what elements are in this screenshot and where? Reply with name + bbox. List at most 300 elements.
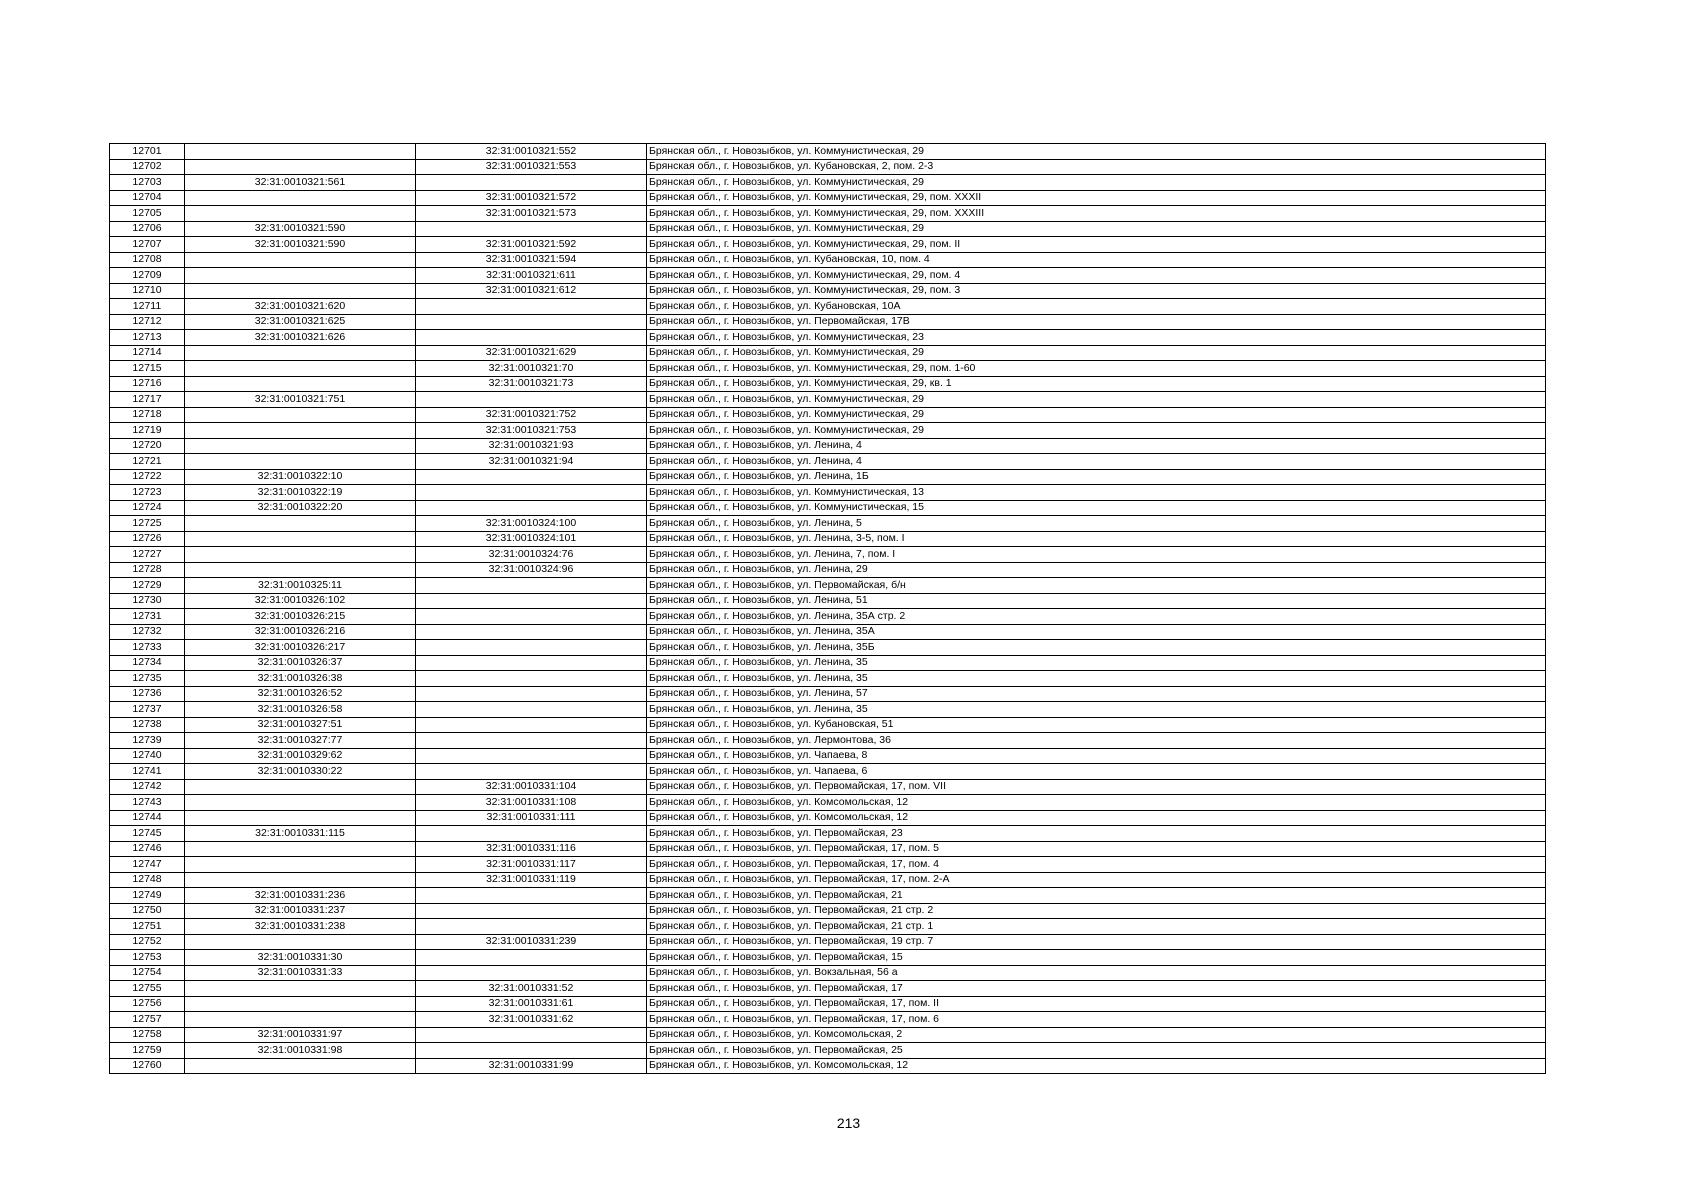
cadastral-number-alt-cell: 32:31:0010321:592 — [416, 237, 647, 253]
row-number-cell: 12705 — [110, 206, 185, 222]
row-number-cell: 12748 — [110, 872, 185, 888]
table-row — [110, 919, 1546, 935]
cadastral-number-cell — [185, 376, 416, 392]
cadastral-number-alt-cell: 32:31:0010331:117 — [416, 857, 647, 873]
cadastral-number-cell: 32:31:0010322:10 — [185, 469, 416, 485]
row-number-cell: 12759 — [110, 1043, 185, 1059]
table-row — [110, 810, 1546, 826]
cadastral-number-cell: 32:31:0010331:236 — [185, 888, 416, 904]
cadastral-number-alt-cell: 32:31:0010324:100 — [416, 516, 647, 532]
address-cell: Брянская обл., г. Новозыбков, ул. Первомайская, 17 — [647, 981, 1546, 997]
table-row — [110, 392, 1546, 408]
cadastral-number-alt-cell: 32:31:0010321:572 — [416, 190, 647, 206]
cadastral-number-cell: 32:31:0010326:217 — [185, 640, 416, 656]
cadastral-number-alt-cell — [416, 469, 647, 485]
address-cell: Брянская обл., г. Новозыбков, ул. Ленина, 35 — [647, 702, 1546, 718]
address-cell: Брянская обл., г. Новозыбков, ул. Первомайская, 17, пом. 6 — [647, 1012, 1546, 1028]
row-number-cell: 12740 — [110, 748, 185, 764]
registry-table — [109, 143, 1546, 1074]
table-row — [110, 686, 1546, 702]
cadastral-number-cell — [185, 190, 416, 206]
row-number-cell: 12701 — [110, 144, 185, 160]
cadastral-number-alt-cell — [416, 919, 647, 935]
cadastral-number-cell — [185, 1058, 416, 1074]
address-cell: Брянская обл., г. Новозыбков, ул. Ленина, 4 — [647, 454, 1546, 470]
cadastral-number-alt-cell — [416, 624, 647, 640]
row-number-cell: 12703 — [110, 175, 185, 191]
cadastral-number-alt-cell — [416, 299, 647, 315]
row-number-cell: 12736 — [110, 686, 185, 702]
table-row — [110, 485, 1546, 501]
cadastral-number-alt-cell — [416, 764, 647, 780]
cadastral-number-alt-cell — [416, 702, 647, 718]
cadastral-number-alt-cell — [416, 640, 647, 656]
cadastral-number-alt-cell — [416, 609, 647, 625]
cadastral-number-alt-cell: 32:31:0010321:73 — [416, 376, 647, 392]
cadastral-number-cell — [185, 407, 416, 423]
address-cell: Брянская обл., г. Новозыбков, ул. Коммунистическая, 29, пом. XXXII — [647, 190, 1546, 206]
row-number-cell: 12747 — [110, 857, 185, 873]
row-number-cell: 12725 — [110, 516, 185, 532]
table-row — [110, 221, 1546, 237]
cadastral-number-alt-cell: 32:31:0010331:99 — [416, 1058, 647, 1074]
address-cell: Брянская обл., г. Новозыбков, ул. Кубановская, 2, пом. 2-3 — [647, 159, 1546, 175]
cadastral-number-cell — [185, 795, 416, 811]
address-cell: Брянская обл., г. Новозыбков, ул. Коммунистическая, 29 — [647, 144, 1546, 160]
cadastral-number-cell — [185, 345, 416, 361]
cadastral-number-cell: 32:31:0010322:19 — [185, 485, 416, 501]
address-cell: Брянская обл., г. Новозыбков, ул. Коммунистическая, 29, пом. 1-60 — [647, 361, 1546, 377]
address-cell: Брянская обл., г. Новозыбков, ул. Ленина, 35 — [647, 671, 1546, 687]
cadastral-number-cell: 32:31:0010327:51 — [185, 717, 416, 733]
row-number-cell: 12708 — [110, 252, 185, 268]
row-number-cell: 12716 — [110, 376, 185, 392]
table-row — [110, 438, 1546, 454]
cadastral-number-alt-cell: 32:31:0010321:629 — [416, 345, 647, 361]
cadastral-number-cell — [185, 562, 416, 578]
cadastral-number-alt-cell — [416, 500, 647, 516]
row-number-cell: 12756 — [110, 996, 185, 1012]
table-row — [110, 345, 1546, 361]
table-row — [110, 361, 1546, 377]
address-cell: Брянская обл., г. Новозыбков, ул. Ленина, 3-5, пом. I — [647, 531, 1546, 547]
address-cell: Брянская обл., г. Новозыбков, ул. Комсомольская, 2 — [647, 1027, 1546, 1043]
cadastral-number-alt-cell: 32:31:0010321:573 — [416, 206, 647, 222]
table-row — [110, 190, 1546, 206]
address-cell: Брянская обл., г. Новозыбков, ул. Коммунистическая, 29, пом. II — [647, 237, 1546, 253]
row-number-cell: 12724 — [110, 500, 185, 516]
row-number-cell: 12711 — [110, 299, 185, 315]
cadastral-number-cell — [185, 841, 416, 857]
table-row — [110, 593, 1546, 609]
table-row — [110, 268, 1546, 284]
table-row — [110, 159, 1546, 175]
cadastral-number-alt-cell — [416, 1043, 647, 1059]
row-number-cell: 12746 — [110, 841, 185, 857]
table-row — [110, 655, 1546, 671]
row-number-cell: 12727 — [110, 547, 185, 563]
table-row — [110, 314, 1546, 330]
address-cell: Брянская обл., г. Новозыбков, ул. Первомайская, 21 — [647, 888, 1546, 904]
row-number-cell: 12760 — [110, 1058, 185, 1074]
row-number-cell: 12719 — [110, 423, 185, 439]
cadastral-number-alt-cell: 32:31:0010331:119 — [416, 872, 647, 888]
row-number-cell: 12712 — [110, 314, 185, 330]
cadastral-number-cell: 32:31:0010321:590 — [185, 237, 416, 253]
cadastral-number-cell: 32:31:0010329:62 — [185, 748, 416, 764]
cadastral-number-cell — [185, 872, 416, 888]
cadastral-number-cell — [185, 252, 416, 268]
address-cell: Брянская обл., г. Новозыбков, ул. Ленина, 35А стр. 2 — [647, 609, 1546, 625]
address-cell: Брянская обл., г. Новозыбков, ул. Первомайская, б/н — [647, 578, 1546, 594]
table-row — [110, 1058, 1546, 1074]
address-cell: Брянская обл., г. Новозыбков, ул. Первомайская, 15 — [647, 950, 1546, 966]
row-number-cell: 12757 — [110, 1012, 185, 1028]
cadastral-number-cell — [185, 857, 416, 873]
cadastral-number-alt-cell — [416, 593, 647, 609]
address-cell: Брянская обл., г. Новозыбков, ул. Лермонтова, 36 — [647, 733, 1546, 749]
table-row — [110, 903, 1546, 919]
table-row — [110, 795, 1546, 811]
table-row — [110, 252, 1546, 268]
row-number-cell: 12755 — [110, 981, 185, 997]
cadastral-number-alt-cell: 32:31:0010321:93 — [416, 438, 647, 454]
address-cell: Брянская обл., г. Новозыбков, ул. Комсомольская, 12 — [647, 810, 1546, 826]
address-cell: Брянская обл., г. Новозыбков, ул. Первомайская, 17, пом. 2-А — [647, 872, 1546, 888]
cadastral-number-alt-cell — [416, 175, 647, 191]
cadastral-number-alt-cell: 32:31:0010324:101 — [416, 531, 647, 547]
table-row — [110, 283, 1546, 299]
row-number-cell: 12710 — [110, 283, 185, 299]
cadastral-number-cell: 32:31:0010331:115 — [185, 826, 416, 842]
row-number-cell: 12737 — [110, 702, 185, 718]
table-row — [110, 624, 1546, 640]
table-row — [110, 330, 1546, 346]
row-number-cell: 12720 — [110, 438, 185, 454]
cadastral-number-cell: 32:31:0010326:58 — [185, 702, 416, 718]
cadastral-number-cell: 32:31:0010327:77 — [185, 733, 416, 749]
table-row — [110, 748, 1546, 764]
table-row — [110, 423, 1546, 439]
cadastral-number-alt-cell — [416, 314, 647, 330]
row-number-cell: 12709 — [110, 268, 185, 284]
row-number-cell: 12721 — [110, 454, 185, 470]
cadastral-number-alt-cell: 32:31:0010331:239 — [416, 934, 647, 950]
row-number-cell: 12702 — [110, 159, 185, 175]
cadastral-number-alt-cell — [416, 671, 647, 687]
cadastral-number-alt-cell — [416, 826, 647, 842]
cadastral-number-cell: 32:31:0010321:751 — [185, 392, 416, 408]
table-row — [110, 376, 1546, 392]
address-cell: Брянская обл., г. Новозыбков, ул. Ленина, 35 — [647, 655, 1546, 671]
cadastral-number-alt-cell: 32:31:0010321:753 — [416, 423, 647, 439]
table-row — [110, 702, 1546, 718]
address-cell: Брянская обл., г. Новозыбков, ул. Чапаева, 8 — [647, 748, 1546, 764]
table-row — [110, 717, 1546, 733]
cadastral-number-alt-cell: 32:31:0010331:62 — [416, 1012, 647, 1028]
cadastral-number-cell: 32:31:0010326:37 — [185, 655, 416, 671]
table-row — [110, 1012, 1546, 1028]
row-number-cell: 12745 — [110, 826, 185, 842]
cadastral-number-cell — [185, 159, 416, 175]
table-row — [110, 671, 1546, 687]
table-row — [110, 640, 1546, 656]
cadastral-number-alt-cell: 32:31:0010331:116 — [416, 841, 647, 857]
cadastral-number-cell — [185, 516, 416, 532]
cadastral-number-cell — [185, 283, 416, 299]
address-cell: Брянская обл., г. Новозыбков, ул. Первомайская, 21 стр. 1 — [647, 919, 1546, 935]
row-number-cell: 12738 — [110, 717, 185, 733]
table-row — [110, 531, 1546, 547]
row-number-cell: 12751 — [110, 919, 185, 935]
address-cell: Брянская обл., г. Новозыбков, ул. Коммунистическая, 29, пом. XXXIII — [647, 206, 1546, 222]
cadastral-number-cell — [185, 779, 416, 795]
table-row — [110, 1027, 1546, 1043]
row-number-cell: 12744 — [110, 810, 185, 826]
cadastral-number-alt-cell — [416, 717, 647, 733]
address-cell: Брянская обл., г. Новозыбков, ул. Коммунистическая, 15 — [647, 500, 1546, 516]
row-number-cell: 12732 — [110, 624, 185, 640]
cadastral-number-cell: 32:31:0010331:97 — [185, 1027, 416, 1043]
address-cell: Брянская обл., г. Новозыбков, ул. Первомайская, 25 — [647, 1043, 1546, 1059]
table-row — [110, 1043, 1546, 1059]
address-cell: Брянская обл., г. Новозыбков, ул. Коммунистическая, 23 — [647, 330, 1546, 346]
cadastral-number-cell — [185, 531, 416, 547]
cadastral-number-cell: 32:31:0010321:620 — [185, 299, 416, 315]
cadastral-number-alt-cell — [416, 578, 647, 594]
address-cell: Брянская обл., г. Новозыбков, ул. Ленина, 7, пом. I — [647, 547, 1546, 563]
cadastral-number-cell: 32:31:0010326:215 — [185, 609, 416, 625]
address-cell: Брянская обл., г. Новозыбков, ул. Первомайская, 19 стр. 7 — [647, 934, 1546, 950]
table-row — [110, 934, 1546, 950]
table-row — [110, 996, 1546, 1012]
table-row — [110, 857, 1546, 873]
cadastral-number-cell — [185, 934, 416, 950]
address-cell: Брянская обл., г. Новозыбков, ул. Коммунистическая, 29 — [647, 407, 1546, 423]
cadastral-number-alt-cell: 32:31:0010331:52 — [416, 981, 647, 997]
row-number-cell: 12733 — [110, 640, 185, 656]
address-cell: Брянская обл., г. Новозыбков, ул. Ленина, 1Б — [647, 469, 1546, 485]
address-cell: Брянская обл., г. Новозыбков, ул. Комсомольская, 12 — [647, 1058, 1546, 1074]
cadastral-number-cell: 32:31:0010330:22 — [185, 764, 416, 780]
row-number-cell: 12704 — [110, 190, 185, 206]
row-number-cell: 12754 — [110, 965, 185, 981]
cadastral-number-alt-cell: 32:31:0010321:94 — [416, 454, 647, 470]
row-number-cell: 12742 — [110, 779, 185, 795]
table-row — [110, 206, 1546, 222]
cadastral-number-cell — [185, 438, 416, 454]
cadastral-number-cell: 32:31:0010331:33 — [185, 965, 416, 981]
cadastral-number-cell: 32:31:0010331:30 — [185, 950, 416, 966]
table-row — [110, 299, 1546, 315]
cadastral-number-alt-cell — [416, 330, 647, 346]
cadastral-number-cell — [185, 423, 416, 439]
table-row — [110, 407, 1546, 423]
cadastral-number-cell: 32:31:0010321:561 — [185, 175, 416, 191]
cadastral-number-cell: 32:31:0010331:98 — [185, 1043, 416, 1059]
row-number-cell: 12749 — [110, 888, 185, 904]
cadastral-number-cell — [185, 996, 416, 1012]
cadastral-number-alt-cell: 32:31:0010321:612 — [416, 283, 647, 299]
row-number-cell: 12728 — [110, 562, 185, 578]
cadastral-number-cell: 32:31:0010331:237 — [185, 903, 416, 919]
cadastral-number-cell: 32:31:0010326:216 — [185, 624, 416, 640]
table-row — [110, 888, 1546, 904]
row-number-cell: 12713 — [110, 330, 185, 346]
row-number-cell: 12743 — [110, 795, 185, 811]
address-cell: Брянская обл., г. Новозыбков, ул. Вокзальная, 56 а — [647, 965, 1546, 981]
cadastral-number-alt-cell — [416, 686, 647, 702]
cadastral-number-cell — [185, 206, 416, 222]
row-number-cell: 12734 — [110, 655, 185, 671]
address-cell: Брянская обл., г. Новозыбков, ул. Коммунистическая, 29, кв. 1 — [647, 376, 1546, 392]
address-cell: Брянская обл., г. Новозыбков, ул. Первомайская, 17, пом. VII — [647, 779, 1546, 795]
cadastral-number-cell — [185, 268, 416, 284]
cadastral-number-alt-cell: 32:31:0010321:752 — [416, 407, 647, 423]
table-row — [110, 965, 1546, 981]
table-row — [110, 578, 1546, 594]
table-row — [110, 469, 1546, 485]
address-cell: Брянская обл., г. Новозыбков, ул. Первомайская, 21 стр. 2 — [647, 903, 1546, 919]
address-cell: Брянская обл., г. Новозыбков, ул. Коммунистическая, 29 — [647, 423, 1546, 439]
cadastral-number-cell: 32:31:0010331:238 — [185, 919, 416, 935]
cadastral-number-cell — [185, 547, 416, 563]
table-row — [110, 872, 1546, 888]
cadastral-number-alt-cell — [416, 733, 647, 749]
cadastral-number-alt-cell: 32:31:0010331:104 — [416, 779, 647, 795]
address-cell: Брянская обл., г. Новозыбков, ул. Коммунистическая, 29, пом. 3 — [647, 283, 1546, 299]
cadastral-number-cell — [185, 454, 416, 470]
cadastral-number-cell: 32:31:0010321:590 — [185, 221, 416, 237]
row-number-cell: 12723 — [110, 485, 185, 501]
address-cell: Брянская обл., г. Новозыбков, ул. Чапаева, 6 — [647, 764, 1546, 780]
cadastral-number-cell: 32:31:0010326:102 — [185, 593, 416, 609]
table-row — [110, 547, 1546, 563]
table-row — [110, 733, 1546, 749]
table-row — [110, 950, 1546, 966]
cadastral-number-alt-cell — [416, 888, 647, 904]
row-number-cell: 12753 — [110, 950, 185, 966]
cadastral-number-cell: 32:31:0010326:38 — [185, 671, 416, 687]
address-cell: Брянская обл., г. Новозыбков, ул. Первомайская, 17, пом. 5 — [647, 841, 1546, 857]
row-number-cell: 12714 — [110, 345, 185, 361]
address-cell: Брянская обл., г. Новозыбков, ул. Комсомольская, 12 — [647, 795, 1546, 811]
row-number-cell: 12726 — [110, 531, 185, 547]
cadastral-number-alt-cell: 32:31:0010331:61 — [416, 996, 647, 1012]
row-number-cell: 12758 — [110, 1027, 185, 1043]
address-cell: Брянская обл., г. Новозыбков, ул. Первомайская, 17В — [647, 314, 1546, 330]
table-row — [110, 826, 1546, 842]
table-row — [110, 841, 1546, 857]
cadastral-number-alt-cell — [416, 965, 647, 981]
address-cell: Брянская обл., г. Новозыбков, ул. Ленина, 35Б — [647, 640, 1546, 656]
table-row — [110, 175, 1546, 191]
cadastral-number-alt-cell: 32:31:0010324:76 — [416, 547, 647, 563]
address-cell: Брянская обл., г. Новозыбков, ул. Коммунистическая, 29 — [647, 175, 1546, 191]
table-row — [110, 500, 1546, 516]
cadastral-number-cell: 32:31:0010326:52 — [185, 686, 416, 702]
row-number-cell: 12715 — [110, 361, 185, 377]
cadastral-number-alt-cell — [416, 392, 647, 408]
address-cell: Брянская обл., г. Новозыбков, ул. Коммунистическая, 29 — [647, 345, 1546, 361]
cadastral-number-cell: 32:31:0010321:625 — [185, 314, 416, 330]
row-number-cell: 12741 — [110, 764, 185, 780]
cadastral-number-alt-cell — [416, 903, 647, 919]
address-cell: Брянская обл., г. Новозыбков, ул. Ленина, 4 — [647, 438, 1546, 454]
cadastral-number-alt-cell — [416, 485, 647, 501]
table-row — [110, 562, 1546, 578]
cadastral-number-alt-cell — [416, 1027, 647, 1043]
registry-table-body — [110, 144, 1546, 1074]
table-row — [110, 237, 1546, 253]
row-number-cell: 12739 — [110, 733, 185, 749]
address-cell: Брянская обл., г. Новозыбков, ул. Ленина, 35А — [647, 624, 1546, 640]
address-cell: Брянская обл., г. Новозыбков, ул. Кубановская, 10, пом. 4 — [647, 252, 1546, 268]
cadastral-number-alt-cell: 32:31:0010331:111 — [416, 810, 647, 826]
table-row — [110, 144, 1546, 160]
cadastral-number-cell: 32:31:0010321:626 — [185, 330, 416, 346]
cadastral-number-cell: 32:31:0010322:20 — [185, 500, 416, 516]
row-number-cell: 12707 — [110, 237, 185, 253]
row-number-cell: 12706 — [110, 221, 185, 237]
cadastral-number-alt-cell: 32:31:0010321:611 — [416, 268, 647, 284]
row-number-cell: 12750 — [110, 903, 185, 919]
table-row — [110, 454, 1546, 470]
table-row — [110, 516, 1546, 532]
cadastral-number-alt-cell — [416, 748, 647, 764]
address-cell: Брянская обл., г. Новозыбков, ул. Ленина, 57 — [647, 686, 1546, 702]
cadastral-number-alt-cell — [416, 655, 647, 671]
cadastral-number-alt-cell: 32:31:0010321:553 — [416, 159, 647, 175]
cadastral-number-alt-cell — [416, 221, 647, 237]
row-number-cell: 12752 — [110, 934, 185, 950]
cadastral-number-cell — [185, 981, 416, 997]
table-row — [110, 981, 1546, 997]
cadastral-number-cell: 32:31:0010325:11 — [185, 578, 416, 594]
cadastral-number-cell — [185, 1012, 416, 1028]
cadastral-number-cell — [185, 361, 416, 377]
row-number-cell: 12729 — [110, 578, 185, 594]
cadastral-number-alt-cell — [416, 950, 647, 966]
row-number-cell: 12718 — [110, 407, 185, 423]
table-row — [110, 764, 1546, 780]
cadastral-number-alt-cell: 32:31:0010321:552 — [416, 144, 647, 160]
address-cell: Брянская обл., г. Новозыбков, ул. Коммунистическая, 13 — [647, 485, 1546, 501]
table-row — [110, 779, 1546, 795]
cadastral-number-cell — [185, 144, 416, 160]
row-number-cell: 12722 — [110, 469, 185, 485]
cadastral-number-alt-cell: 32:31:0010321:594 — [416, 252, 647, 268]
row-number-cell: 12730 — [110, 593, 185, 609]
cadastral-number-alt-cell: 32:31:0010331:108 — [416, 795, 647, 811]
address-cell: Брянская обл., г. Новозыбков, ул. Ленина, 29 — [647, 562, 1546, 578]
address-cell: Брянская обл., г. Новозыбков, ул. Первомайская, 17, пом. II — [647, 996, 1546, 1012]
page-number: 213 — [836, 1115, 861, 1131]
address-cell: Брянская обл., г. Новозыбков, ул. Ленина, 51 — [647, 593, 1546, 609]
address-cell: Брянская обл., г. Новозыбков, ул. Первомайская, 23 — [647, 826, 1546, 842]
cadastral-number-alt-cell: 32:31:0010321:70 — [416, 361, 647, 377]
table-row — [110, 609, 1546, 625]
cadastral-number-alt-cell: 32:31:0010324:96 — [416, 562, 647, 578]
cadastral-number-cell — [185, 810, 416, 826]
row-number-cell: 12731 — [110, 609, 185, 625]
address-cell: Брянская обл., г. Новозыбков, ул. Коммунистическая, 29 — [647, 221, 1546, 237]
address-cell: Брянская обл., г. Новозыбков, ул. Коммунистическая, 29 — [647, 392, 1546, 408]
row-number-cell: 12717 — [110, 392, 185, 408]
address-cell: Брянская обл., г. Новозыбков, ул. Ленина, 5 — [647, 516, 1546, 532]
address-cell: Брянская обл., г. Новозыбков, ул. Коммунистическая, 29, пом. 4 — [647, 268, 1546, 284]
address-cell: Брянская обл., г. Новозыбков, ул. Кубановская, 51 — [647, 717, 1546, 733]
